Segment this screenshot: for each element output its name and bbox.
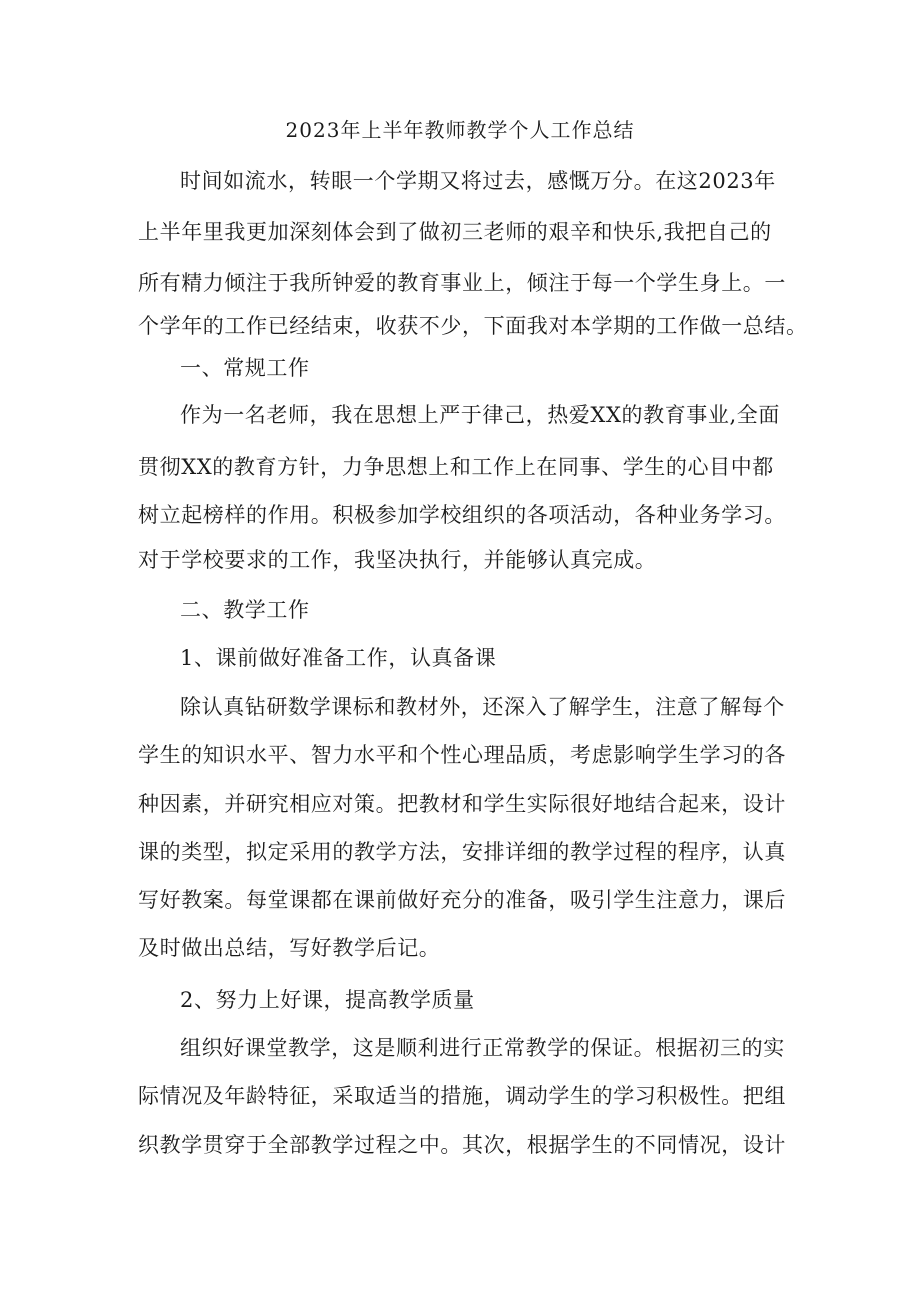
paragraph-line: 学生的知识水平、智力水平和个性心理品质，考虑影响学生学习的各 [138, 743, 786, 767]
paragraph-line: 贯彻XX的教育方针，力争思想上和工作上在同事、学生的心目中都 [138, 455, 774, 479]
paragraph-line: 树立起榜样的作用。积极参加学校组织的各项活动，各种业务学习。 [138, 503, 786, 527]
paragraph-line: 织教学贯穿于全部教学过程之中。其次，根据学生的不同情况，设计 [138, 1133, 786, 1157]
paragraph-line: 写好教案。每堂课都在课前做好充分的准备，吸引学生注意力，课后 [138, 888, 786, 912]
paragraph-line: 对于学校要求的工作，我坚决执行，并能够认真完成。 [138, 548, 657, 572]
paragraph-line: 除认真钻研数学课标和教材外，还深入了解学生，注意了解每个 [180, 695, 785, 719]
paragraph-line: 课的类型，拟定采用的教学方法，安排详细的教学过程的程序，认真 [138, 840, 786, 864]
subsection-heading: 1、课前做好准备工作，认真备课 [180, 646, 497, 670]
paragraph-line: 际情况及年龄特征，采取适当的措施，调动学生的学习积极性。把组 [138, 1084, 786, 1108]
section-heading: 二、教学工作 [180, 598, 310, 622]
paragraph-line: 个学年的工作已经结束，收获不少，下面我对本学期的工作做一总结。 [138, 314, 808, 338]
paragraph-line: 所有精力倾注于我所钟爱的教育事业上，倾注于每一个学生身上。一 [138, 271, 786, 295]
paragraph-line: 种因素，并研究相应对策。把教材和学生实际很好地结合起来，设计 [138, 792, 786, 816]
document-title: 2023年上半年教师教学个人工作总结 [285, 118, 635, 142]
section-heading: 一、常规工作 [180, 356, 310, 380]
paragraph-line: 及时做出总结，写好教学后记。 [138, 936, 441, 960]
paragraph-line: 作为一名老师，我在思想上严于律己，热爱XX的教育事业,全面 [180, 403, 780, 427]
paragraph-line: 组织好课堂教学，这是顺利进行正常教学的保证。根据初三的实 [180, 1036, 785, 1060]
subsection-heading: 2、努力上好课，提高教学质量 [180, 988, 475, 1012]
paragraph-line: 时间如流水，转眼一个学期又将过去，感慨万分。在这2023年 [180, 169, 776, 193]
paragraph-line: 上半年里我更加深刻体会到了做初三老师的艰辛和快乐,我把自己的 [138, 220, 772, 244]
